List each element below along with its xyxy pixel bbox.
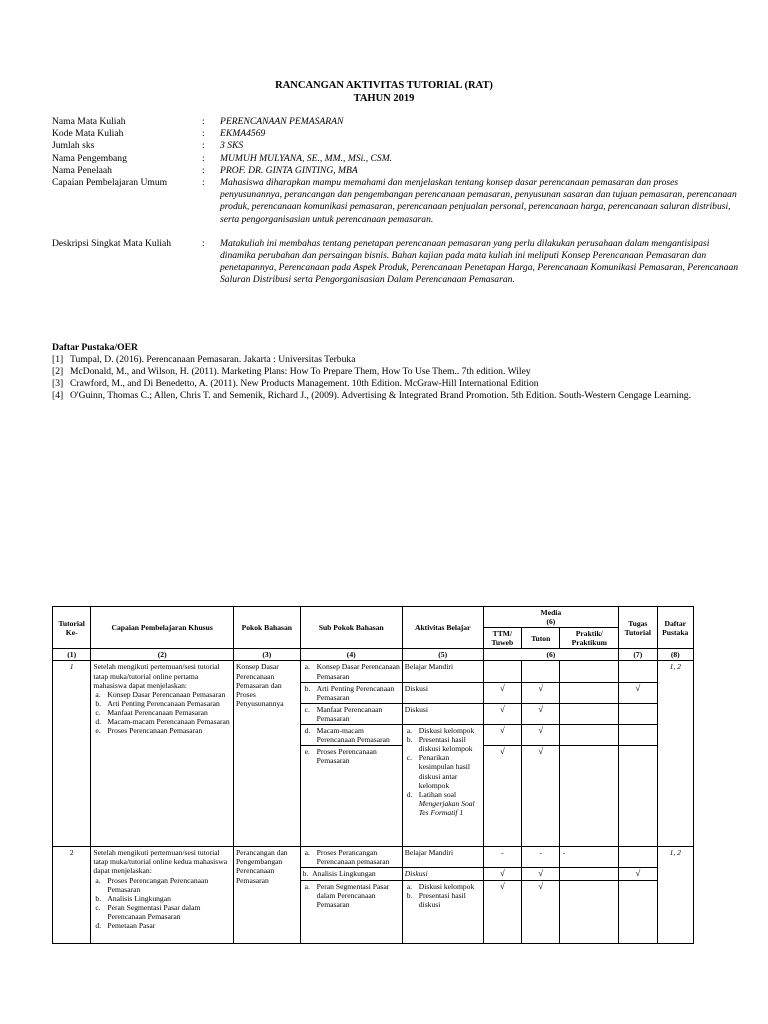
list-marker: c. bbox=[406, 753, 413, 763]
col-media-header bbox=[483, 607, 618, 628]
info-row bbox=[52, 153, 742, 165]
info-row bbox=[52, 140, 742, 152]
sub-pokok-cell bbox=[300, 880, 402, 943]
list-item bbox=[95, 707, 231, 717]
list-text: Diskusi kelompok bbox=[418, 881, 475, 891]
reference-text: Tumpal, D. (2016). Perencanaan Pemasaran. Jakarta : Universitas Terbuka bbox=[70, 354, 356, 365]
tugas-check: √ bbox=[619, 682, 657, 703]
list-marker: e. bbox=[304, 747, 310, 757]
sub-list bbox=[303, 705, 400, 723]
sub-list bbox=[303, 848, 400, 866]
capaian-intro: Setelah mengikuti pertemuan/sesi tutorial tatap muka/tutorial online kedua mahasiswa dapat menjelaskan: bbox=[93, 848, 228, 876]
list-text: Pemetaan Pasar bbox=[107, 920, 156, 930]
info-row bbox=[52, 128, 742, 140]
list-text: Manfaat Perencanaan Pemasaran bbox=[316, 704, 383, 723]
info-label: Jumlah sks bbox=[52, 140, 95, 152]
info-label: Kode Mata Kuliah bbox=[52, 128, 124, 140]
reference-text: O'Guinn, Thomas C.; Allen, Chris T. and Semenik, Richard J., (2009). Advertising & Integrated Brand Promotion. 5th Edition. South-Western Cengage Learning. bbox=[70, 390, 691, 401]
list-marker: d. bbox=[95, 920, 102, 930]
list-text: Arti Penting Perencanaan Pemasaran bbox=[316, 683, 395, 702]
list-marker: b. bbox=[406, 735, 413, 745]
reference-number: [4] bbox=[52, 390, 64, 401]
list-text: Peran Segmentasi Pasar dalam Perencanaan Pemasaran bbox=[316, 881, 390, 909]
ttm-check: √ bbox=[483, 682, 521, 703]
list-marker: e. bbox=[95, 726, 101, 736]
tugas-cell bbox=[619, 847, 657, 868]
col-pokok-header: Pokok Bahasan bbox=[233, 607, 300, 649]
list-text: Proses Perancangan Perencanaan pemasaran bbox=[316, 848, 390, 867]
tugas-cell bbox=[619, 703, 657, 724]
ttm-check: √ bbox=[483, 868, 521, 880]
praktik-cell bbox=[560, 703, 619, 724]
info-value: EKMA4569 bbox=[220, 128, 266, 140]
table-row bbox=[53, 847, 694, 868]
list-text: Latihan soal bbox=[418, 789, 457, 799]
list-text: Peran Segmentasi Pasar dalam Perencanaan Pemasaran bbox=[107, 902, 201, 921]
list-text: Konsep Dasar Perencanaan Pemasaran bbox=[316, 662, 400, 681]
list-text: Macam-macam Perencanaan Pemasaran bbox=[107, 717, 230, 727]
pokok-bahasan: Perancangan dan Pengembangan Perencanaan Pemasaran bbox=[233, 847, 300, 943]
info-value: Mahasiswa diharapkan mampu memahami dan menjelaskan tentang konsep dasar perencanaan pemasaran dan proses penyusunannya, perancangan dan pengembangan perencanaan pemasaran, penyusunan sasaran dan tujuan pemasaran, perencanaan produk, perencanaan komunikasi pemasaran, perencanaan penjualan personal, perencanaan harga, perencanaan saluran distribusi, serta pengorganisasian untuk perencanaan pemasaran. bbox=[220, 177, 737, 225]
list-item bbox=[304, 726, 400, 745]
info-colon: : bbox=[202, 128, 205, 140]
document-year: TAHUN 2019 bbox=[353, 93, 415, 104]
list-item bbox=[304, 848, 400, 867]
reference-number: [2] bbox=[52, 366, 64, 377]
tutorial-number: 1 bbox=[53, 661, 91, 847]
col-tugas-header: Tugas Tutorial bbox=[619, 607, 657, 649]
list-text: Konsep Dasar Perencanaan Pemasaran bbox=[107, 689, 226, 699]
ttm-check: √ bbox=[483, 746, 521, 847]
list-marker: a. bbox=[304, 662, 310, 672]
info-label: Nama Pengembang bbox=[52, 152, 127, 164]
list-text: Proses Perencanaan Pemasaran bbox=[107, 726, 203, 736]
tuton-cell bbox=[522, 661, 560, 682]
column-number: (7) bbox=[619, 649, 657, 661]
aktivitas-cell: Diskusi bbox=[402, 682, 483, 703]
col-tuton-header: Tuton bbox=[522, 628, 560, 649]
list-item bbox=[95, 689, 231, 699]
info-value: MUMUH MULYANA, SE., MM., MSi., CSM. bbox=[220, 152, 393, 164]
sub-list bbox=[303, 747, 400, 765]
list-text: Presentasi hasil diskusi bbox=[418, 890, 466, 909]
praktik-cell bbox=[560, 746, 619, 847]
list-marker: c. bbox=[95, 902, 101, 912]
list-marker: a. bbox=[304, 881, 310, 891]
list-item bbox=[95, 726, 231, 736]
list-item bbox=[406, 735, 481, 754]
info-row bbox=[52, 238, 742, 287]
capaian-list bbox=[93, 876, 231, 931]
list-text: Macam-macam Perencanaan Pemasaran bbox=[316, 726, 390, 745]
media-number: (6) bbox=[546, 617, 556, 627]
reference-number: [3] bbox=[52, 378, 64, 389]
ttm-check: √ bbox=[483, 725, 521, 746]
list-item bbox=[406, 881, 481, 891]
reference-list bbox=[52, 342, 742, 402]
info-label: Nama Mata Kuliah bbox=[52, 116, 126, 127]
col-ttm-header: TTM/ Tuweb bbox=[483, 628, 521, 649]
list-marker: b. bbox=[304, 683, 311, 693]
document-title: RANCANGAN AKTIVITAS TUTORIAL (RAT) bbox=[275, 80, 493, 91]
sub-pokok-cell bbox=[300, 746, 402, 847]
info-colon: : bbox=[202, 164, 205, 176]
list-text: Diskusi kelompok bbox=[418, 726, 475, 736]
tuton-check: √ bbox=[522, 868, 560, 880]
list-marker: b. bbox=[406, 890, 413, 900]
list-text: Manfaat Perencanaan Pemasaran bbox=[107, 707, 208, 717]
info-value: Matakuliah ini membahas tentang penetapan perencanaan pemasaran yang perlu dilakukan perusahaan dalam mengantisipasi dinamika perubahan dan persaingan bisnis. Bahan kajian pada mata kuliah ini meliputi Konsep Perencanaan Pemasaran dan penetapannya, Perencanaan pada Aspek Produk, Perencanaan Penetapan Harga, Perencanaan Komunikasi Pemasaran, Perencanaan Saluran Distribusi serta Pengorganisasian Dalam Perencanaan Pemasaran. bbox=[220, 237, 739, 286]
list-item bbox=[406, 890, 481, 909]
reference-heading: Daftar Pustaka/OER bbox=[52, 342, 138, 353]
tugas-cell bbox=[619, 880, 657, 943]
column-number: (2) bbox=[91, 649, 234, 661]
tugas-cell bbox=[619, 661, 657, 682]
sub-pokok-cell bbox=[300, 661, 402, 682]
info-label: Nama Penelaah bbox=[52, 164, 112, 176]
reference-item bbox=[52, 354, 742, 366]
tutorial-plan-table bbox=[52, 606, 694, 944]
aktivitas-cell bbox=[402, 880, 483, 943]
list-item bbox=[406, 789, 481, 817]
reference-item bbox=[52, 378, 742, 390]
list-marker: d. bbox=[406, 789, 413, 799]
sub-list bbox=[303, 662, 400, 680]
col-sub-header: Sub Pokok Bahasan bbox=[300, 607, 402, 649]
aktivitas-list bbox=[405, 882, 481, 909]
capaian-list bbox=[93, 690, 231, 735]
list-item bbox=[304, 683, 400, 702]
praktik-cell bbox=[560, 682, 619, 703]
list-marker: c. bbox=[304, 704, 310, 714]
list-text: Presentasi hasil diskusi kelompok bbox=[418, 735, 473, 754]
table-row bbox=[53, 661, 694, 682]
list-item bbox=[304, 662, 400, 681]
latihan-note: Mengerjakan Soal Tes Formatif 1 bbox=[418, 798, 475, 817]
ttm-cell bbox=[483, 661, 521, 682]
sub-pokok-cell bbox=[300, 725, 402, 746]
reference-item bbox=[52, 366, 742, 378]
capaian-cell bbox=[91, 661, 234, 847]
course-info bbox=[52, 116, 742, 287]
info-colon: : bbox=[202, 152, 205, 164]
praktik-cell bbox=[560, 725, 619, 746]
aktivitas-cell bbox=[402, 725, 483, 847]
sub-list bbox=[303, 726, 400, 744]
list-item bbox=[95, 717, 231, 727]
tuton-check: √ bbox=[522, 746, 560, 847]
list-marker: b. bbox=[95, 893, 102, 903]
aktivitas-cell: Diskusi bbox=[402, 868, 483, 880]
list-marker: a. bbox=[304, 848, 310, 858]
list-item bbox=[406, 753, 481, 790]
col-aktivitas-header: Aktivitas Belajar bbox=[402, 607, 483, 649]
tuton-check: √ bbox=[522, 725, 560, 746]
column-number: (4) bbox=[300, 649, 402, 661]
sub-pokok-cell bbox=[300, 868, 402, 880]
tugas-check: √ bbox=[619, 868, 657, 880]
column-number: (3) bbox=[233, 649, 300, 661]
tuton-dash: - bbox=[522, 847, 560, 868]
info-row bbox=[52, 116, 742, 128]
reference-item bbox=[52, 390, 742, 402]
reference-text: McDonald, M., and Wilson, H. (2011). Marketing Plans: How To Prepare Them, How To Use Them.. 7th edition. Wiley bbox=[70, 366, 531, 377]
info-row bbox=[52, 165, 742, 177]
col-pustaka-header: Daftar Pustaka bbox=[657, 607, 693, 649]
aktivitas-cell: Belajar Mandiri bbox=[402, 661, 483, 682]
list-text: Proses Perencanaan Pemasaran bbox=[316, 747, 377, 766]
list-marker: b. bbox=[95, 698, 102, 708]
sub-list bbox=[303, 684, 400, 702]
list-marker: a. bbox=[406, 726, 413, 736]
list-text: Analisis Lingkungan bbox=[312, 869, 376, 879]
list-item bbox=[95, 893, 231, 903]
ttm-dash: - bbox=[483, 847, 521, 868]
col-praktik-header: Praktik/ Praktikum bbox=[560, 628, 619, 649]
sub-pokok-cell bbox=[300, 847, 402, 868]
list-marker: d. bbox=[95, 717, 102, 727]
list-marker: d. bbox=[304, 726, 311, 736]
aktivitas-cell: Diskusi bbox=[402, 703, 483, 724]
info-value: PROF. DR. GINTA GINTING, MBA bbox=[220, 164, 358, 176]
list-marker: b. bbox=[302, 869, 309, 879]
praktik-cell bbox=[560, 868, 619, 880]
tuton-check: √ bbox=[522, 682, 560, 703]
pustaka-cell: 1, 2 bbox=[657, 661, 693, 847]
list-text: Arti Penting Perencanaan Pemasaran bbox=[107, 698, 220, 708]
col-capaian-header: Capaian Pembelajaran Khusus bbox=[91, 607, 234, 649]
tugas-cell bbox=[619, 746, 657, 847]
info-value: PERENCANAAN PEMASARAN bbox=[220, 116, 344, 127]
info-label: Deskripsi Singkat Mata Kuliah bbox=[52, 237, 172, 249]
reference-text: Crawford, M., and Di Benedetto, A. (2011). New Products Management. 10th Edition. McGraw-Hill International Edition bbox=[70, 378, 539, 389]
header-row bbox=[53, 607, 694, 628]
list-marker: a. bbox=[95, 689, 101, 699]
list-item bbox=[95, 920, 231, 930]
info-colon: : bbox=[202, 116, 205, 127]
media-label: Media bbox=[540, 608, 562, 617]
list-text: Penarikan kesimpulan hasil diskusi antar kelompok bbox=[418, 753, 471, 790]
column-number: (6) bbox=[483, 649, 618, 661]
column-number: (5) bbox=[402, 649, 483, 661]
reference-number: [1] bbox=[52, 354, 64, 365]
praktik-cell bbox=[560, 880, 619, 943]
list-marker: a. bbox=[95, 875, 101, 885]
list-item bbox=[304, 747, 400, 766]
praktik-cell bbox=[560, 661, 619, 682]
list-item bbox=[406, 726, 481, 736]
column-number: (1) bbox=[53, 649, 91, 661]
list-item bbox=[304, 881, 400, 909]
info-row bbox=[52, 177, 742, 226]
info-colon: : bbox=[202, 177, 205, 189]
list-marker: a. bbox=[406, 881, 413, 891]
ttm-check: √ bbox=[483, 880, 521, 943]
tuton-check: √ bbox=[522, 880, 560, 943]
list-text: Analisis Lingkungan bbox=[107, 893, 171, 903]
ttm-check: √ bbox=[483, 703, 521, 724]
sub-pokok-cell bbox=[300, 682, 402, 703]
info-value: 3 SKS bbox=[220, 140, 244, 152]
list-marker: c. bbox=[95, 707, 101, 717]
list-text: Proses Perencangan Perencanaan Pemasaran bbox=[107, 875, 209, 894]
pustaka-cell: 1, 2 bbox=[657, 847, 693, 943]
sub-pokok-cell bbox=[300, 703, 402, 724]
info-colon: : bbox=[202, 140, 205, 152]
column-number-row bbox=[53, 649, 694, 661]
capaian-cell bbox=[91, 847, 234, 943]
tugas-cell bbox=[619, 725, 657, 746]
tutorial-number: 2 bbox=[53, 847, 91, 943]
list-item bbox=[95, 698, 231, 708]
aktivitas-cell: Belajar Mandiri bbox=[402, 847, 483, 868]
list-item bbox=[95, 875, 231, 894]
column-number: (8) bbox=[657, 649, 693, 661]
list-item bbox=[95, 902, 231, 921]
capaian-intro: Setelah mengikuti pertemuan/sesi tutorial tatap muka/tutorial online pertama mahasiswa dapat menjelaskan: bbox=[93, 662, 220, 690]
list-item bbox=[304, 704, 400, 723]
info-label: Capaian Pembelajaran Umum bbox=[52, 177, 168, 189]
sub-list bbox=[303, 882, 400, 909]
praktik-dash: - bbox=[560, 847, 619, 868]
aktivitas-list bbox=[405, 726, 481, 817]
pokok-bahasan: Konsep Dasar Perencanaan Pemasaran dan Proses Penyusunannya bbox=[233, 661, 300, 847]
col-tutorial-header: Tutorial Ke- bbox=[53, 607, 91, 649]
info-colon: : bbox=[202, 237, 205, 249]
tuton-check: √ bbox=[522, 703, 560, 724]
